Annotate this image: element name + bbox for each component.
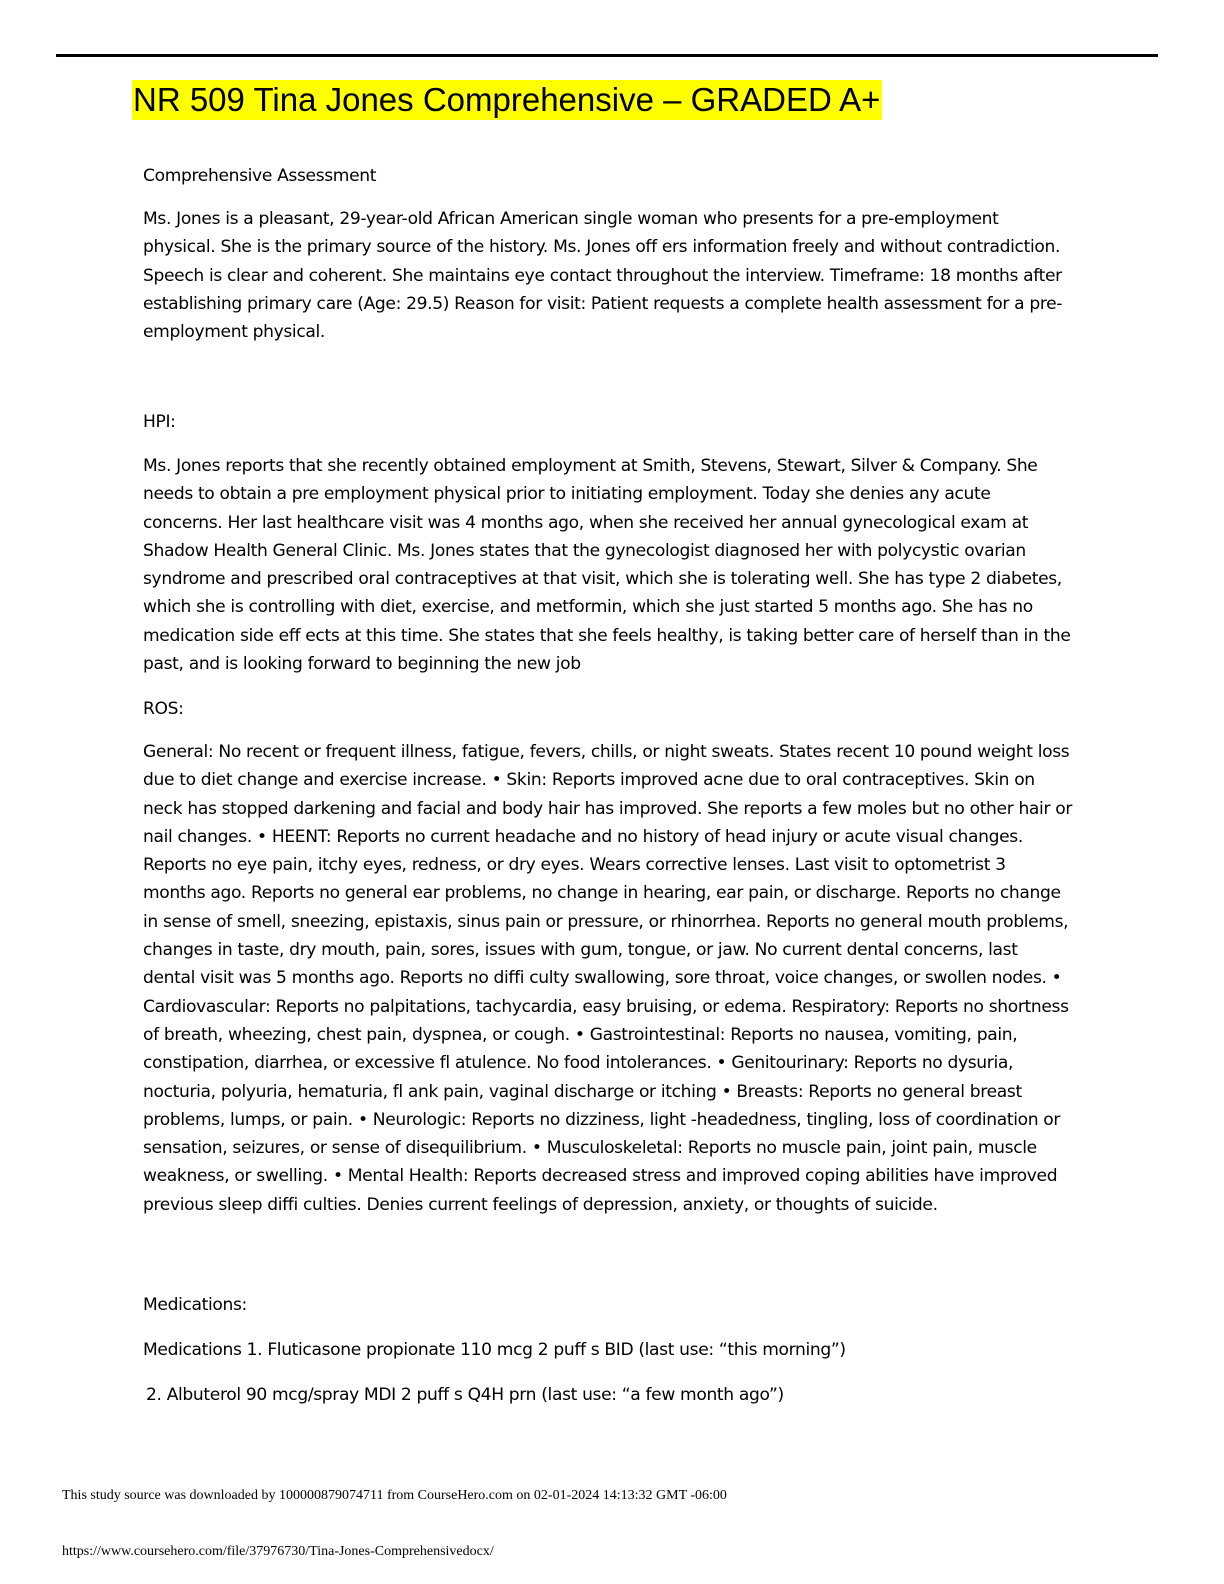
- title-block: [132, 80, 882, 120]
- ros-heading-text: ROS:: [143, 699, 184, 719]
- hpi-text: Ms. Jones reports that she recently obtained employment at Smith, Stevens, Stewart, Silver & Company. She needs to obtain a pre employment physical prior to initiating employment. Today she denies any acute concerns. Her last healthcare visit was 4 months ago, when she received her annual gynecological exam at Shadow Health General Clinic. Ms. Jones states that the gynecologist diagnosed her with polycystic ovarian syndrome and prescribed oral contraceptives at that visit, which she is tolerating well. She has type 2 diabetes, which she is controlling with diet, exercise, and metformin, which she just started 5 months ago. She has no medication side eff ects at this time. She states that she feels healthy, is taking better care of herself than in the past, and is looking forward to beginning the new job: [143, 456, 1071, 675]
- ros-text: General: No recent or frequent illness, fatigue, fevers, chills, or night sweats. States recent 10 pound weight loss due to diet change and exercise increase. • Skin: Reports improved acne due to oral contraceptives. Skin on neck has stopped darkening and facial and body hair has improved. She reports a few moles but no other hair or nail changes. • HEENT: Reports no current headache and no history of head injury or acute visual changes. Reports no eye pain, itchy eyes, redness, or dry eyes. Wears corrective lenses. Last visit to optometrist 3 months ago. Reports no general ear problems, no change in hearing, ear pain, or discharge. Reports no change in sense of smell, sneezing, epistaxis, sinus pain or pressure, or rhinorrhea. Reports no general mouth problems, changes in taste, dry mouth, pain, sores, issues with gum, tongue, or jaw. No current dental concerns, last dental visit was 5 months ago. Reports no diffi culty swallowing, sore throat, voice changes, or swollen nodes. • Cardiovascular: Reports no palpitations, tachycardia, easy bruising, or edema. Respiratory: Reports no shortness of breath, wheezing, chest pain, dyspnea, or cough. • Gastrointestinal: Reports no nausea, vomiting, pain, constipation, diarrhea, or excessive fl atulence. No food intolerances. • Genitourinary: Reports no dysuria, nocturia, polyuria, hematuria, fl ank pain, vaginal discharge or itching • Breasts: Reports no general breast problems, lumps, or pain. • Neurologic: Reports no dizziness, light -headedness, tingling, loss of coordination or sensation, seizures, or sense of disequilibrium. • Musculoskeletal: Reports no muscle pain, joint pain, muscle weakness, or swelling. • Mental Health: Reports decreased stress and improved coping abilities have improved previous sleep diffi culties. Denies current feelings of depression, anxiety, or thoughts of suicide.: [143, 742, 1073, 1215]
- ros-paragraph: [143, 738, 1073, 1219]
- assessment-heading-text: Comprehensive Assessment: [143, 166, 377, 186]
- medication-item-1: [143, 1336, 1073, 1364]
- medication-item-1-text: Medications 1. Fluticasone propionate 110 mcg 2 puff s BID (last use: “this morning”): [143, 1340, 846, 1360]
- footer-url[interactable]: https://www.coursehero.com/file/37976730/Tina-Jones-Comprehensivedocx/: [62, 1544, 494, 1559]
- hpi-heading: [143, 408, 1073, 436]
- intro-paragraph: [143, 205, 1073, 346]
- footer-source-line: This study source was downloaded by 100000879074711 from CourseHero.com on 02-01-2024 14:13:32 GMT -06:00: [62, 1488, 727, 1503]
- top-rule: [56, 54, 1158, 57]
- medications-heading-text: Medications:: [143, 1295, 247, 1315]
- medication-item-2-text: 2. Albuterol 90 mcg/spray MDI 2 puff s Q4H prn (last use: “a few month ago”): [146, 1385, 784, 1405]
- assessment-heading: [143, 162, 1073, 190]
- ros-heading: [143, 695, 1073, 723]
- document-title: NR 509 Tina Jones Comprehensive – GRADED A+: [133, 81, 881, 118]
- medication-item-2: [146, 1381, 1076, 1409]
- medications-heading: [143, 1291, 1073, 1319]
- hpi-heading-text: HPI:: [143, 412, 176, 432]
- intro-text: Ms. Jones is a pleasant, 29-year-old African American single woman who presents for a pre-employment physical. She is the primary source of the history. Ms. Jones off ers information freely and without contradiction. Speech is clear and coherent. She maintains eye contact throughout the interview. Timeframe: 18 months after establishing primary care (Age: 29.5) Reason for visit: Patient requests a complete health assessment for a pre-employment physical.: [143, 209, 1063, 343]
- hpi-paragraph: [143, 452, 1073, 678]
